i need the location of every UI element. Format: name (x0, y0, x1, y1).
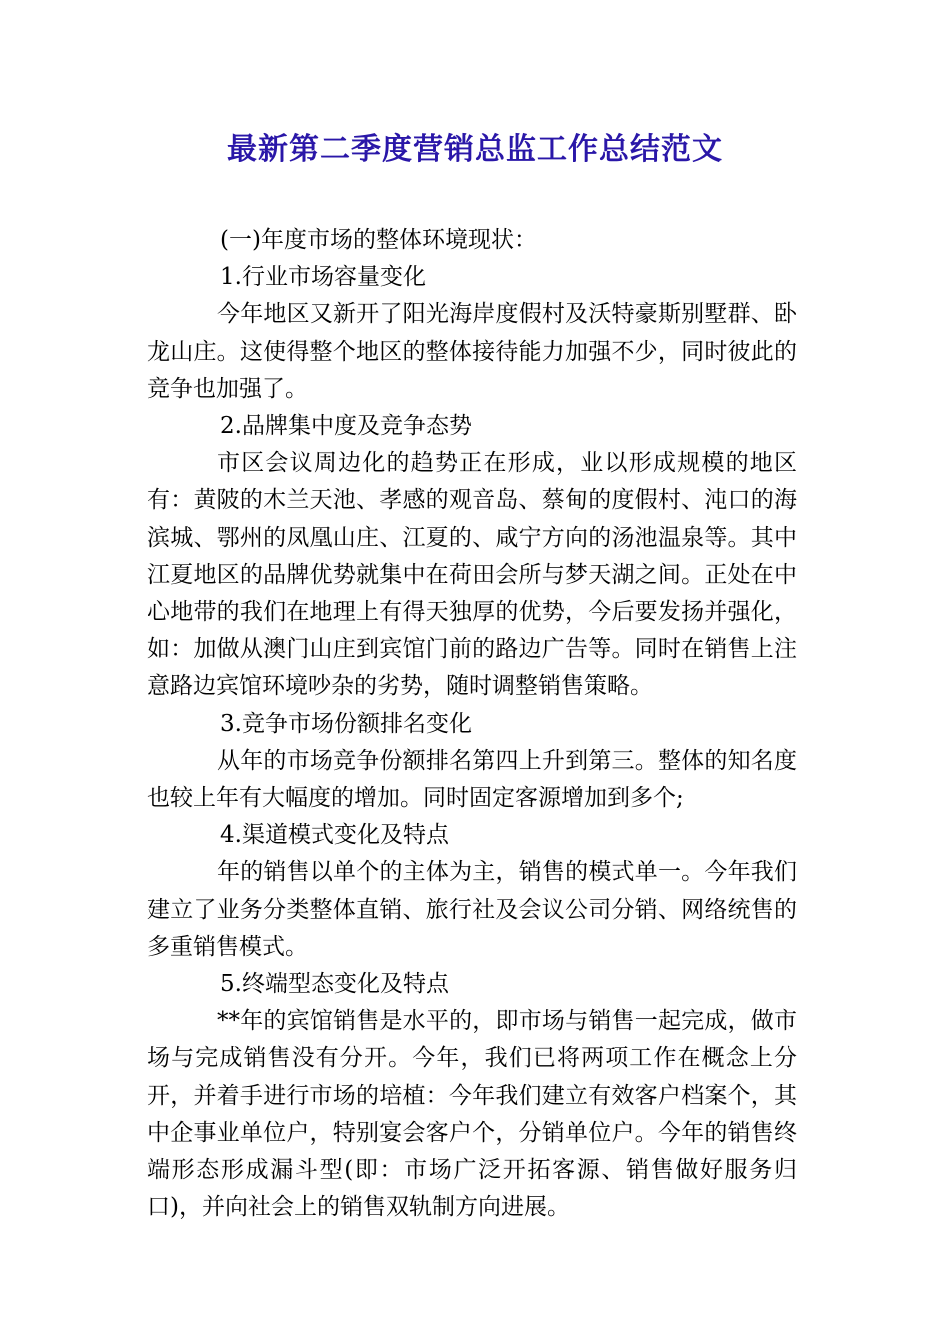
document-body (147, 222, 797, 1226)
main-heading: (一)年度市场的整体环境现状： (220, 227, 537, 253)
section-heading-3: 3.竞争市场份额排名变化 (220, 710, 472, 737)
section-paragraph-5: **年的宾馆销售是水平的，即市场与销售一起完成，做市场与完成销售没有分开。今年，我们已将两项工作在概念上分开，并着手进行市场的培植：今年我们建立有效客户档案个，其中企事业单位户，特别宴会客户个，分销单位户。今年的销售终端形态形成漏斗型(即：市场广泛开拓客源、销售做好服务归口)，并向社会上的销售双轨制方向进展。 (147, 1008, 797, 1221)
section-heading-1: 1.行业市场容量变化 (220, 264, 426, 291)
section-paragraph-2: 市区会议周边化的趋势正在形成，业以形成规模的地区有：黄陂的木兰天池、孝感的观音岛、蔡甸的度假村、沌口的海滨城、鄂州的凤凰山庄、江夏的、咸宁方向的汤池温泉等。其中江夏地区的品牌优势就集中在荷田会所与梦天湖之间。正处在中心地带的我们在地理上有得天独厚的优势，今后要发扬并强化，如：加做从澳门山庄到宾馆门前的路边广告等。同时在销售上注意路边宾馆环境吵杂的劣势，随时调整销售策略。 (147, 450, 797, 700)
section-heading-5: 5.终端型态变化及特点 (220, 971, 449, 998)
section-paragraph-4: 年的销售以单个的主体为主，销售的模式单一。今年我们建立了业务分类整体直销、旅行社及会议公司分销、网络统售的多重销售模式。 (147, 859, 797, 960)
document-title: 最新第二季度营销总监工作总结范文 (227, 132, 723, 167)
section-heading-2: 2.品牌集中度及竞争态势 (220, 413, 472, 440)
section-paragraph-3: 从年的市场竞争份额排名第四上升到第三。整体的知名度也较上年有大幅度的增加。同时固定客源增加到多个; (147, 747, 797, 812)
section-paragraph-1: 今年地区又新开了阳光海岸度假村及沃特豪斯别墅群、卧龙山庄。这使得整个地区的整体接待能力加强不少，同时彼此的竞争也加强了。 (147, 301, 797, 402)
section-heading-4: 4.渠道模式变化及特点 (220, 822, 449, 849)
